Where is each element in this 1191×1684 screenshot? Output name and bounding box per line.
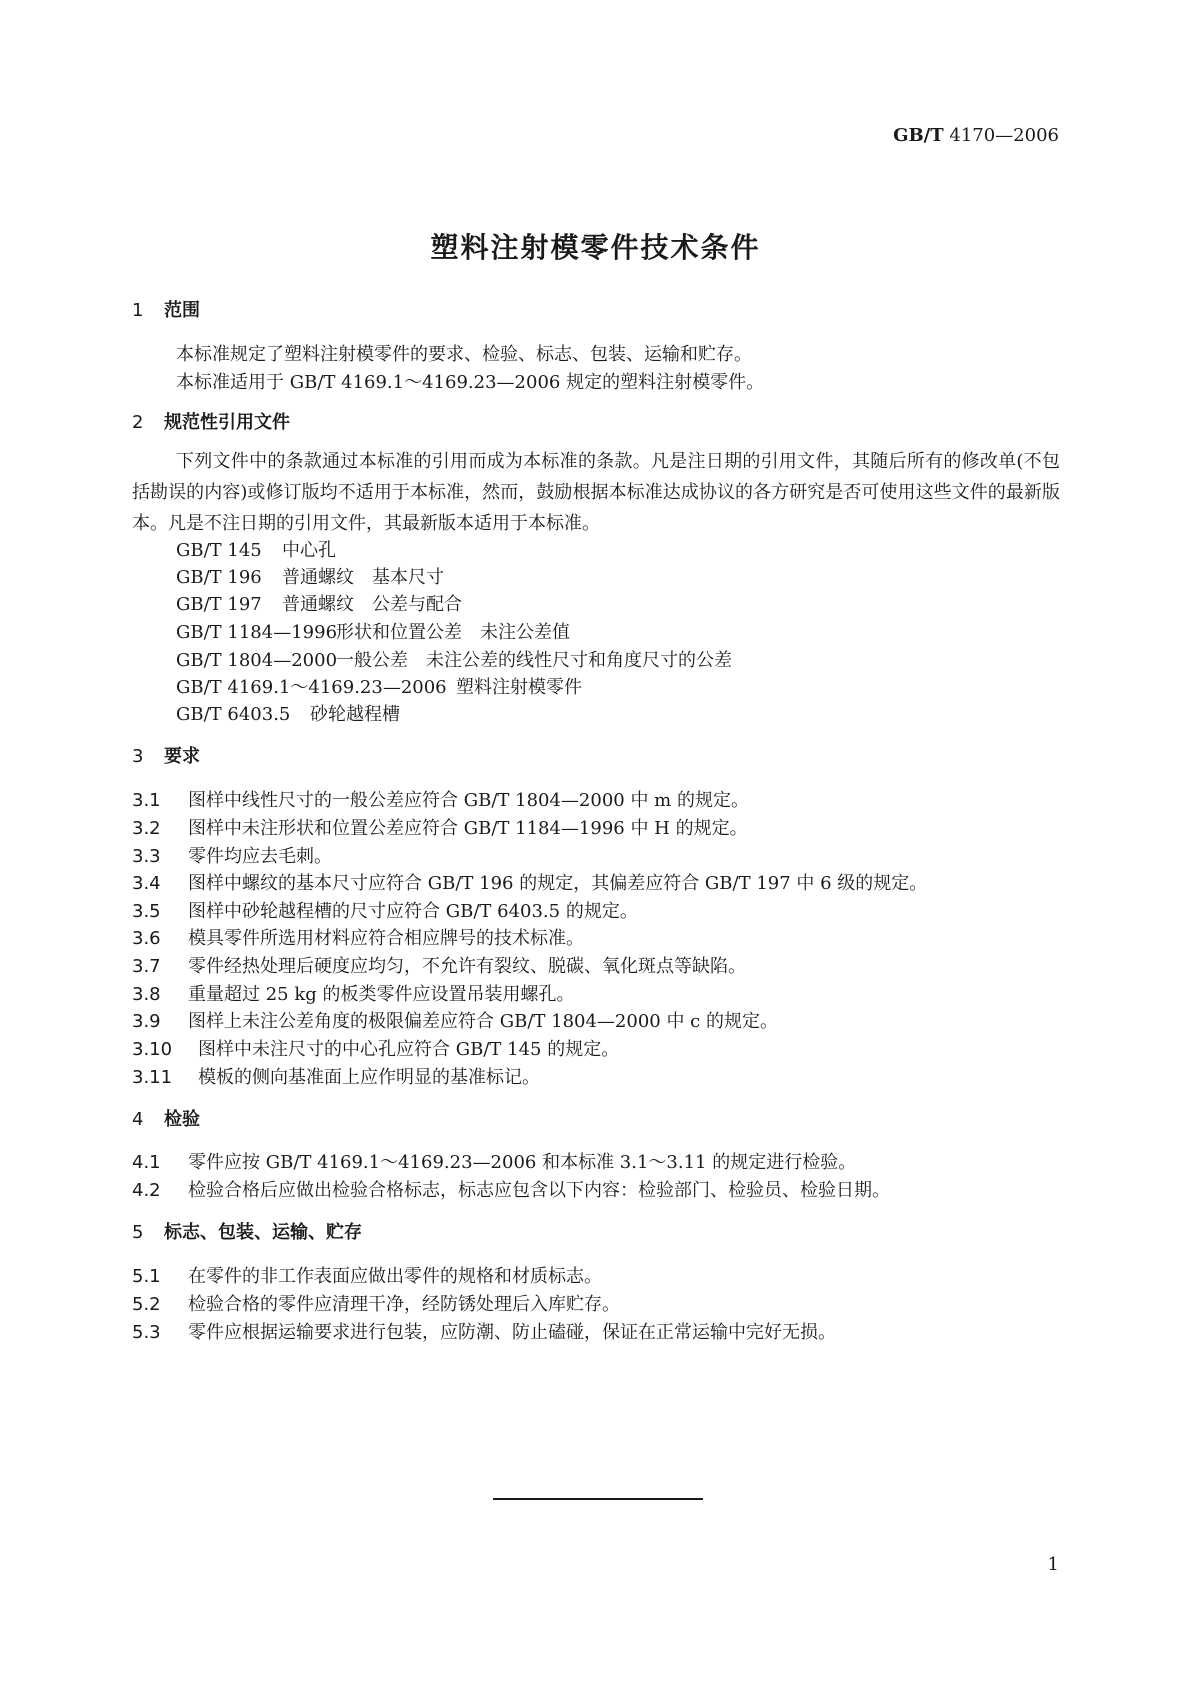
clause-3-3: 3.3 零件均应去毛刺。 (132, 846, 332, 867)
clause-3-4: 3.4 图样中螺纹的基本尺寸应符合 GB/T 196 的规定，其偏差应符合 GB/T 197 中 6 级的规定。 (132, 873, 928, 894)
paragraph: 本标准规定了塑料注射模零件的要求、检验、标志、包装、运输和贮存。 (176, 344, 752, 365)
clause-3-6: 3.6 模具零件所选用材料应符合相应牌号的技术标准。 (132, 928, 584, 949)
reference-item: GB/T 1184—1996形状和位置公差 未注公差值 (176, 622, 570, 643)
intro-paragraph: 下列文件中的条款通过本标准的引用而成为本标准的条款。凡是注日期的引用文件，其随后所有的修改单(不包括勘误的内容)或修订版均不适用于本标准，然而，鼓励根据本标准达成协议的各方研究是否可使用这些文件的最新版本。凡是不注日期的引用文件，其最新版本适用于本标准。 (132, 451, 1060, 534)
section-heading-5: 5 标志、包装、运输、贮存 (132, 1222, 362, 1243)
document-title: 塑料注射模零件技术条件 (430, 231, 761, 264)
clause-3-7: 3.7 零件经热处理后硬度应均匀，不允许有裂纹、脱碳、氧化斑点等缺陷。 (132, 956, 746, 977)
reference-item: GB/T 4169.1～4169.23—2006 塑料注射模零件 (176, 677, 582, 698)
reference-item: GB/T 196 普通螺纹 基本尺寸 (176, 567, 444, 588)
clause-3-2: 3.2 图样中未注形状和位置公差应符合 GB/T 1184—1996 中 H 的规定。 (132, 818, 748, 839)
clause-5-1: 5.1 在零件的非工作表面应做出零件的规格和材质标志。 (132, 1266, 602, 1287)
section-heading-3: 3 要求 (132, 746, 200, 767)
clause-3-9: 3.9 图样上未注公差角度的极限偏差应符合 GB/T 1804—2000 中 c 的规定。 (132, 1011, 778, 1032)
end-rule (493, 1498, 703, 1500)
section-heading-1: 1 范围 (132, 300, 200, 321)
clause-3-8: 3.8 重量超过 25 kg 的板类零件应设置吊装用螺孔。 (132, 984, 575, 1005)
clause-4-2: 4.2 检验合格后应做出检验合格标志，标志应包含以下内容：检验部门、检验员、检验日期。 (132, 1180, 890, 1201)
clause-3-1: 3.1 图样中线性尺寸的一般公差应符合 GB/T 1804—2000 中 m 的规定。 (132, 790, 749, 811)
reference-item: GB/T 197 普通螺纹 公差与配合 (176, 594, 462, 615)
reference-item: GB/T 6403.5 砂轮越程槽 (176, 704, 400, 725)
clause-5-3: 5.3 零件应根据运输要求进行包装，应防潮、防止磕碰，保证在正常运输中完好无损。 (132, 1322, 836, 1343)
std-number: 4170—2006 (943, 125, 1059, 146)
std-prefix: GB/T (893, 125, 944, 146)
clause-3-11: 3.11 模板的侧向基准面上应作明显的基准标记。 (132, 1067, 540, 1088)
clause-5-2: 5.2 检验合格的零件应清理干净，经防锈处理后入库贮存。 (132, 1294, 620, 1315)
reference-item: GB/T 145 中心孔 (176, 540, 336, 561)
standard-number (893, 125, 1059, 146)
section-heading-4: 4 检验 (132, 1109, 200, 1130)
paragraph: 本标准适用于 GB/T 4169.1～4169.23—2006 规定的塑料注射模零件。 (176, 372, 765, 393)
clause-3-10: 3.10 图样中未注尺寸的中心孔应符合 GB/T 145 的规定。 (132, 1039, 620, 1060)
clause-4-1: 4.1 零件应按 GB/T 4169.1～4169.23—2006 和本标准 3.1～3.11 的规定进行检验。 (132, 1152, 857, 1173)
reference-item: GB/T 1804—2000一般公差 未注公差的线性尺寸和角度尺寸的公差 (176, 650, 732, 671)
clause-3-5: 3.5 图样中砂轮越程槽的尺寸应符合 GB/T 6403.5 的规定。 (132, 901, 638, 922)
page-number: 1 (1047, 1554, 1059, 1575)
section-heading-2: 2 规范性引用文件 (132, 412, 290, 433)
